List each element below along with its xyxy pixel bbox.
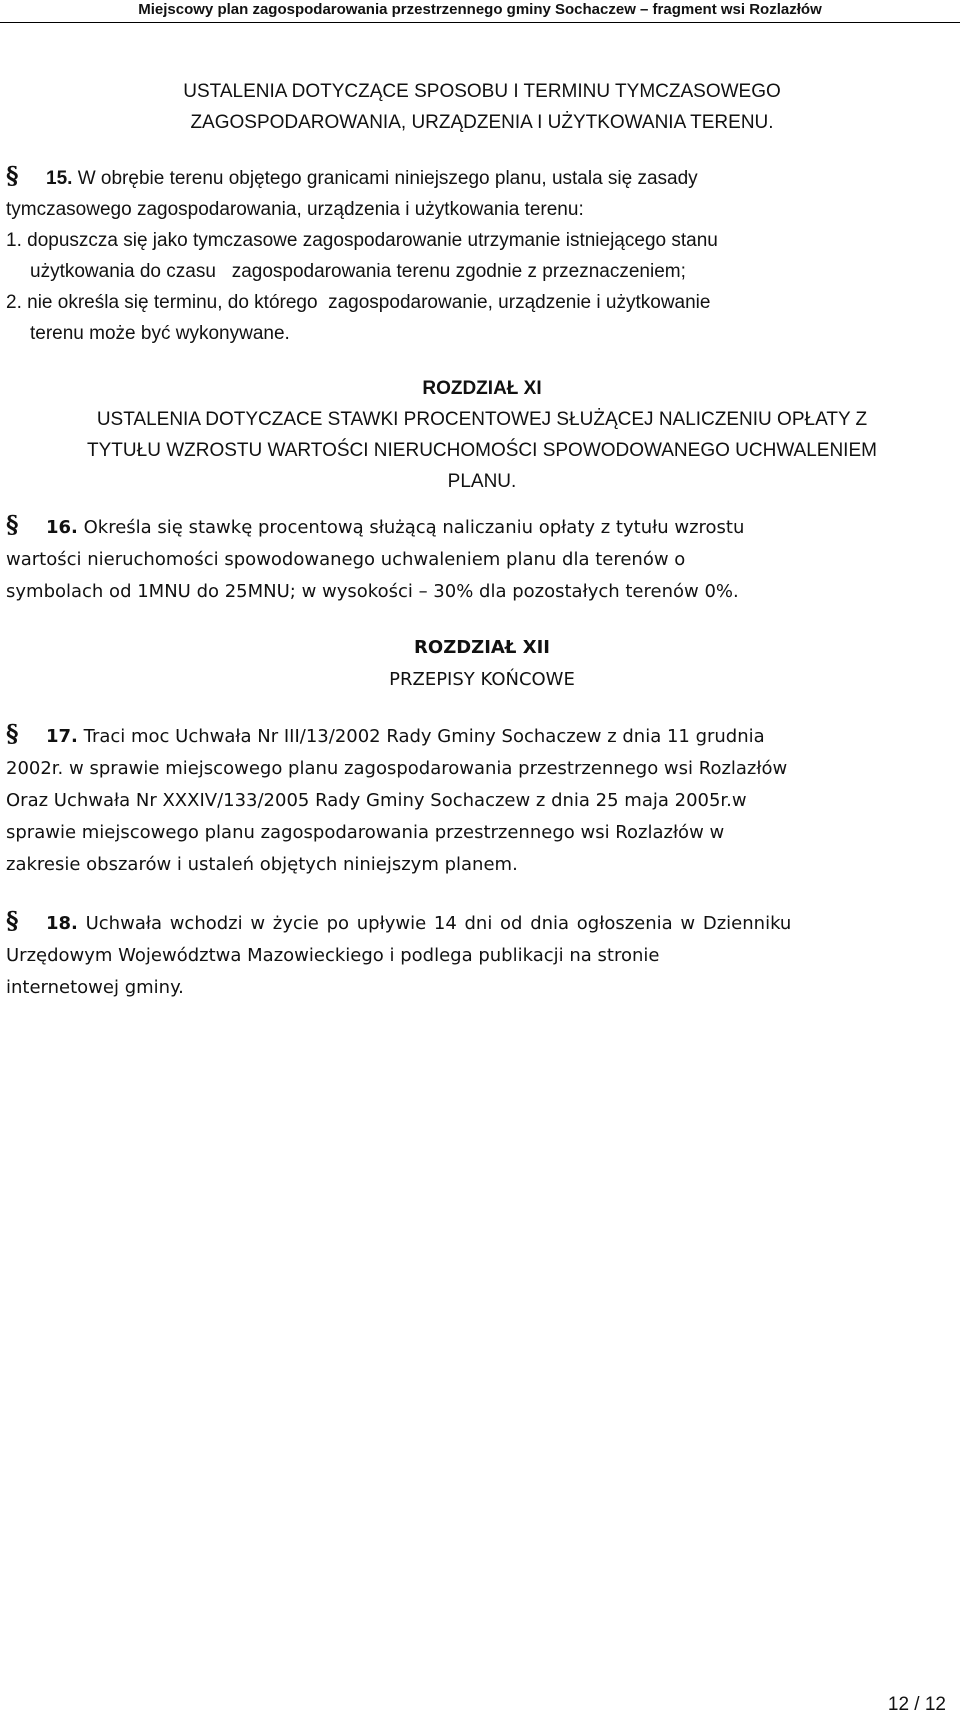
paragraph-text: Traci moc Uchwała Nr III/13/2002 Rady Gminy Sochaczew z dnia 11 grudnia <box>77 726 765 747</box>
paragraph-text: Uchwała wchodzi w życie po upływie 14 dni od dnia ogłoszenia w Dzienniku <box>77 913 792 934</box>
chapter-11-heading <box>6 373 958 497</box>
section-heading-temporary-use <box>6 76 958 138</box>
header-divider <box>0 22 960 23</box>
paragraph-text: Oraz Uchwała Nr XXXIV/133/2005 Rady Gminy Sochaczew z dnia 25 maja 2005r.w <box>6 790 747 811</box>
chapter-subtitle: PRZEPISY KOŃCOWE <box>389 669 575 690</box>
paragraph-symbol: § <box>6 906 19 935</box>
paragraph-number: 17. <box>46 726 78 747</box>
chapter-subtitle-line: TYTUŁU WZROSTU WARTOŚCI NIERUCHOMOŚCI SPOWODOWANEGO UCHWALENIEM <box>87 440 877 461</box>
chapter-title: ROZDZIAŁ XI <box>422 378 542 399</box>
chapter-title: ROZDZIAŁ XII <box>414 637 550 658</box>
paragraph-18 <box>6 905 958 1004</box>
paragraph-symbol: § <box>6 510 19 539</box>
paragraph-text: tymczasowego zagospodarowania, urządzenia i użytkowania terenu: <box>6 199 584 220</box>
chapter-subtitle-line: USTALENIA DOTYCZACE STAWKI PROCENTOWEJ SŁUŻĄCEJ NALICZENIU OPŁATY Z <box>96 409 868 430</box>
paragraph-text: internetowej gminy. <box>6 977 184 998</box>
paragraph-text: 2002r. w sprawie miejscowego planu zagospodarowania przestrzennego wsi Rozlazłów <box>6 758 788 779</box>
paragraph-text: zakresie obszarów i ustaleń objętych niniejszym planem. <box>6 854 518 875</box>
page-header: Miejscowy plan zagospodarowania przestrzennego gminy Sochaczew – fragment wsi Rozlazłów <box>138 1 822 18</box>
paragraph-symbol: § <box>6 719 19 748</box>
section-heading-line: ZAGOSPODAROWANIA, URZĄDZENIA I UŻYTKOWANIA TERENU. <box>190 112 774 133</box>
paragraph-text: W obrębie terenu objętego granicami niniejszego planu, ustala się zasady <box>72 168 698 189</box>
paragraph-text: sprawie miejscowego planu zagospodarowania przestrzennego wsi Rozlazłów w <box>6 822 725 843</box>
paragraph-17 <box>6 718 958 881</box>
list-item-2: 2. nie określa się terminu, do którego zagospodarowanie, urządzenie i użytkowanie <box>6 292 711 313</box>
paragraph-16 <box>6 509 958 608</box>
list-item-1-continuation: użytkowania do czasu zagospodarowania terenu zgodnie z przeznaczeniem; <box>30 261 686 282</box>
list-item-2-continuation: terenu może być wykonywane. <box>30 323 290 344</box>
paragraph-symbol: § <box>6 161 19 190</box>
paragraph-number: 18. <box>46 913 78 934</box>
paragraph-text: Określa się stawkę procentową służącą naliczaniu opłaty z tytułu wzrostu <box>77 517 745 538</box>
section-heading-line: USTALENIA DOTYCZĄCE SPOSOBU I TERMINU TYMCZASOWEGO <box>183 81 781 102</box>
paragraph-text: wartości nieruchomości spowodowanego uchwaleniem planu dla terenów o <box>6 549 686 570</box>
paragraph-number: 15. <box>46 168 73 189</box>
chapter-12-heading <box>6 632 958 696</box>
paragraph-text: symbolach od 1MNU do 25MNU; w wysokości – 30% dla pozostałych terenów 0%. <box>6 581 739 602</box>
document-body <box>6 76 958 1004</box>
page-number: 12 / 12 <box>887 1694 946 1715</box>
paragraph-15 <box>6 160 958 349</box>
chapter-subtitle-line: PLANU. <box>447 471 517 492</box>
list-item-1: 1. dopuszcza się jako tymczasowe zagospodarowanie utrzymanie istniejącego stanu <box>6 230 718 251</box>
paragraph-text: Urzędowym Województwa Mazowieckiego i podlega publikacji na stronie <box>6 945 660 966</box>
paragraph-number: 16. <box>46 517 78 538</box>
